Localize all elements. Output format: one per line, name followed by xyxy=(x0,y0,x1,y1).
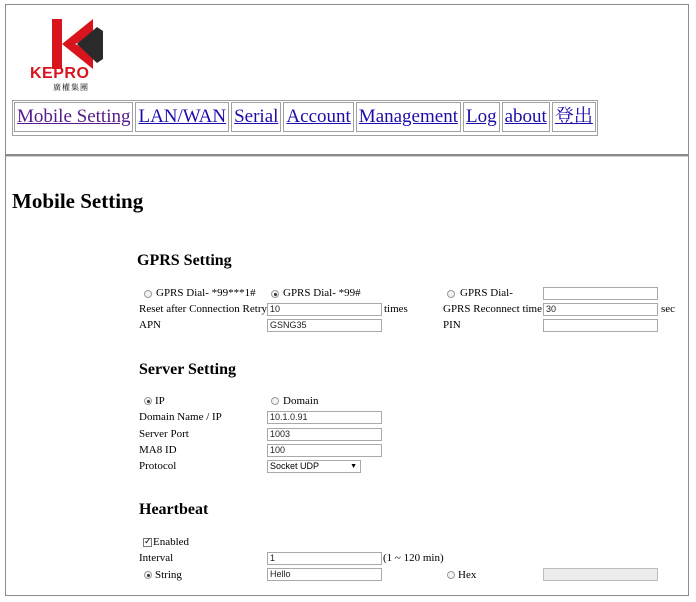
nav-logout[interactable]: 登出 xyxy=(552,102,596,132)
gprs-dial3-input[interactable] xyxy=(543,287,658,300)
pin-label: PIN xyxy=(443,319,461,331)
apn-label: APN xyxy=(139,319,162,331)
apn-input[interactable]: GSNG35 xyxy=(267,319,382,332)
gprs-dial2-label: GPRS Dial- *99# xyxy=(283,287,361,299)
nav-management[interactable]: Management xyxy=(356,102,461,132)
header-divider xyxy=(6,154,688,157)
hex-label: Hex xyxy=(458,569,477,581)
domain-radio[interactable] xyxy=(271,397,279,405)
reconnect-time-unit: sec xyxy=(661,303,676,315)
interval-hint: (1 ~ 120 min) xyxy=(383,552,444,564)
domain-ip-label: Domain Name / IP xyxy=(139,411,222,423)
domain-ip-input[interactable]: 10.1.0.91 xyxy=(267,411,382,424)
hex-radio[interactable] xyxy=(447,571,455,579)
page-title: Mobile Setting xyxy=(12,189,144,213)
server-port-label: Server Port xyxy=(139,428,189,440)
reset-retry-label: Reset after Connection Retry xyxy=(139,303,267,315)
gprs-dial2-radio[interactable] xyxy=(271,290,279,298)
nav-lan-wan[interactable]: LAN/WAN xyxy=(135,102,229,132)
reconnect-time-label: GPRS Reconnect time xyxy=(443,303,542,315)
logo-brand-text: KEPRO xyxy=(30,65,90,82)
interval-label: Interval xyxy=(139,552,174,564)
interval-input[interactable]: 1 xyxy=(267,552,382,565)
string-label: String xyxy=(155,569,182,581)
nav-serial[interactable]: Serial xyxy=(231,102,281,132)
server-port-input[interactable]: 1003 xyxy=(267,428,382,441)
logo-subtitle: 廣權集團 xyxy=(53,83,89,92)
gprs-dial3-label: GPRS Dial- xyxy=(460,287,513,299)
browser-page xyxy=(5,4,689,596)
reset-retry-input[interactable]: 10 xyxy=(267,303,382,316)
pin-input[interactable] xyxy=(543,319,658,332)
protocol-select-value: Socket UDP xyxy=(270,461,320,471)
nav-about[interactable]: about xyxy=(502,102,550,132)
ip-label: IP xyxy=(155,395,165,407)
domain-label: Domain xyxy=(283,395,319,407)
nav-mobile-setting[interactable]: Mobile Setting xyxy=(14,102,133,132)
heartbeat-string-input[interactable]: Hello xyxy=(267,568,382,581)
heartbeat-enabled-checkbox[interactable]: ✓ xyxy=(144,537,152,547)
string-radio[interactable] xyxy=(144,571,152,579)
ip-radio[interactable] xyxy=(144,397,152,405)
reconnect-time-input[interactable]: 30 xyxy=(543,303,658,316)
reset-retry-unit: times xyxy=(384,303,408,315)
heartbeat-section-title: Heartbeat xyxy=(139,501,209,518)
ma8-id-input[interactable]: 100 xyxy=(267,444,382,457)
gprs-section-title: GPRS Setting xyxy=(137,252,232,269)
nav-account[interactable]: Account xyxy=(283,102,353,132)
dropdown-arrow-icon: ▼ xyxy=(350,463,357,470)
nav-log[interactable]: Log xyxy=(463,102,500,132)
gprs-dial1-label: GPRS Dial- *99***1# xyxy=(156,287,256,299)
protocol-select[interactable] xyxy=(267,460,361,473)
gprs-dial1-radio[interactable] xyxy=(144,290,152,298)
heartbeat-enabled-label: Enabled xyxy=(153,536,190,548)
gprs-dial3-radio[interactable] xyxy=(447,290,455,298)
server-section-title: Server Setting xyxy=(139,361,237,378)
ma8-id-label: MA8 ID xyxy=(139,444,177,456)
protocol-label: Protocol xyxy=(139,460,177,472)
heartbeat-hex-input[interactable] xyxy=(543,568,658,581)
main-nav xyxy=(12,100,598,136)
